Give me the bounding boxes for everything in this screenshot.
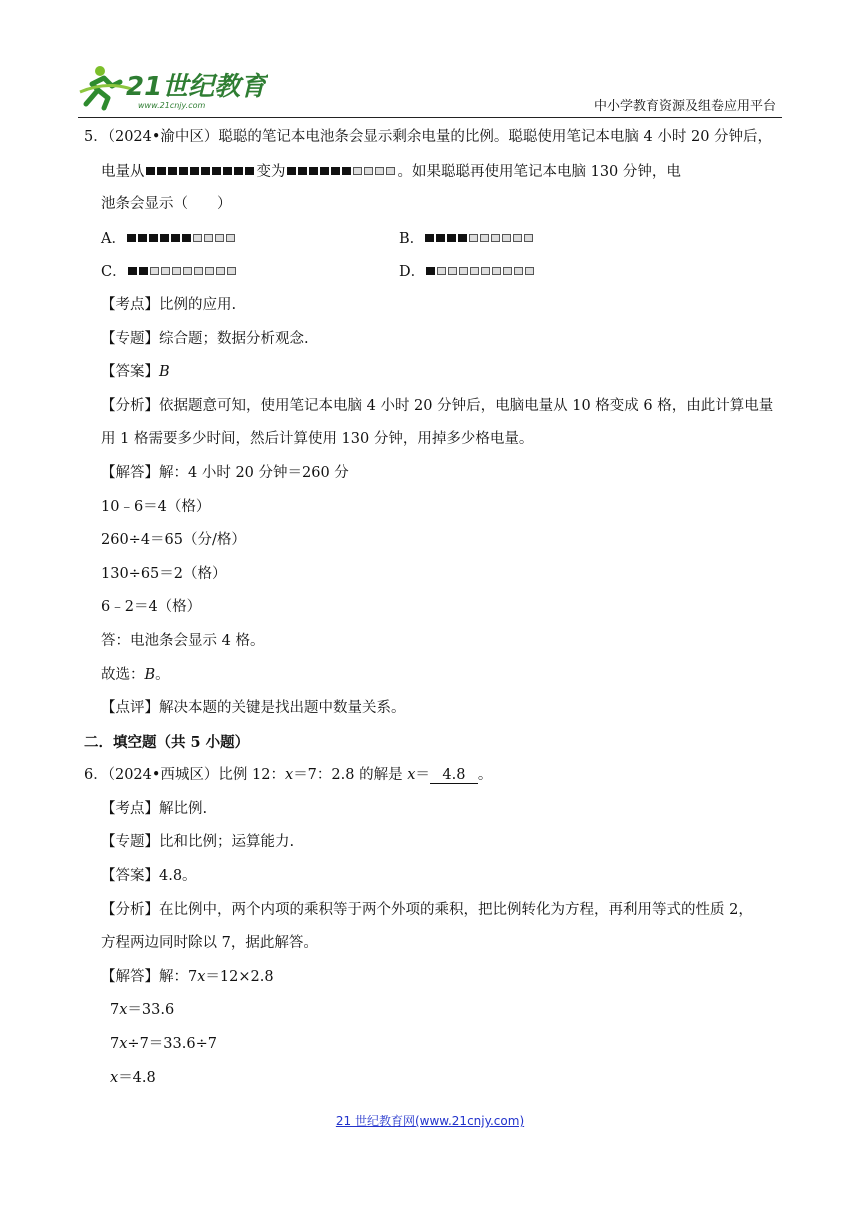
- battery-cell-empty: [205, 267, 214, 275]
- q5-choice: 故选：B。: [101, 666, 170, 683]
- battery-cell-full: [171, 234, 180, 242]
- battery-cell-empty: [183, 267, 192, 275]
- battery-cell-full: [298, 167, 307, 175]
- battery-cell-empty: [227, 267, 236, 275]
- battery-cell-full: [149, 234, 158, 242]
- q5-step: 130÷65＝2（格）: [101, 565, 227, 582]
- q5-options-row1: [84, 222, 784, 256]
- battery-cell-empty: [491, 234, 500, 242]
- battery-cell-empty: [525, 267, 534, 275]
- battery-cell-empty: [480, 234, 489, 242]
- svg-text:21世纪教育: 21世纪教育: [126, 72, 267, 102]
- q6-answer: 【答案】4.8。: [101, 868, 197, 885]
- q6-stem: 6．（2024•西城区）比例 12：x＝7：2.8 的解是 x＝ 4.8 。: [84, 767, 493, 784]
- q6-zhuanti: 【专题】比和比例；运算能力.: [101, 834, 295, 851]
- q5-analysis-line2: 用 1 格需要多少时间，然后计算使用 130 分钟，用掉多少格电量。: [101, 431, 534, 448]
- header-rule: [78, 117, 782, 118]
- battery-cell-full: [436, 234, 445, 242]
- battery-cell-full: [223, 167, 232, 175]
- footer-link[interactable]: 21 世纪教育网(www.21cnjy.com): [335, 1114, 525, 1128]
- battery-cell-full: [139, 267, 148, 275]
- battery-cell-full: [127, 234, 136, 242]
- battery-option-a-icon: [127, 222, 237, 256]
- q5-answer: 【答案】B: [101, 364, 170, 381]
- q6-step: 7x＝33.6: [110, 1002, 175, 1019]
- q5-analysis-line1: 【分析】依据题意可知，使用笔记本电脑 4 小时 20 分钟后，电脑电量从 10 格变成 6 格，由此计算电量: [101, 397, 774, 414]
- battery-cell-empty: [215, 234, 224, 242]
- svg-text:www.21cnjy.com: www.21cnjy.com: [138, 101, 206, 110]
- page-header: [78, 62, 782, 117]
- battery-cell-empty: [150, 267, 159, 275]
- battery-cell-full: [128, 267, 137, 275]
- option-b: B．: [399, 222, 536, 256]
- q6-analysis-line2: 方程两边同时除以 7，据此解答。: [101, 935, 318, 952]
- battery-cell-full: [160, 234, 169, 242]
- battery-cell-empty: [513, 234, 522, 242]
- battery-cell-full: [138, 234, 147, 242]
- battery-cell-full: [342, 167, 351, 175]
- battery-cell-empty: [386, 167, 395, 175]
- platform-name: 中小学教育资源及组卷应用平台: [593, 99, 776, 114]
- battery-before-icon: [146, 155, 256, 189]
- battery-cell-empty: [353, 167, 362, 175]
- battery-cell-empty: [514, 267, 523, 275]
- q6-step: 7x÷7＝33.6÷7: [110, 1036, 217, 1053]
- q5-step: 260÷4＝65（分/格）: [101, 532, 246, 549]
- q5-options-row2: [84, 255, 784, 289]
- q5-kaodian: 【考点】比例的应用.: [101, 296, 237, 313]
- option-c: C．: [101, 255, 239, 289]
- battery-cell-full: [309, 167, 318, 175]
- battery-cell-full: [182, 234, 191, 242]
- battery-cell-full: [458, 234, 467, 242]
- section-title: 二．填空题（共 5 小题）: [84, 733, 250, 751]
- battery-cell-empty: [204, 234, 213, 242]
- battery-cell-empty: [226, 234, 235, 242]
- battery-cell-empty: [193, 234, 202, 242]
- battery-cell-empty: [469, 234, 478, 242]
- battery-cell-empty: [437, 267, 446, 275]
- battery-cell-empty: [492, 267, 501, 275]
- battery-option-d-icon: [426, 255, 536, 289]
- battery-cell-full: [245, 167, 254, 175]
- battery-cell-full: [426, 267, 435, 275]
- battery-cell-empty: [481, 267, 490, 275]
- battery-cell-full: [168, 167, 177, 175]
- battery-cell-empty: [503, 267, 512, 275]
- battery-cell-empty: [172, 267, 181, 275]
- battery-cell-full: [447, 234, 456, 242]
- q5-stem-line3: 池条会显示（ ）: [101, 196, 232, 213]
- q5-stem-line2: 电量从 变为 。如果聪聪再使用笔记本电脑 130 分钟，电: [84, 155, 784, 189]
- battery-cell-empty: [448, 267, 457, 275]
- page-footer: [0, 1112, 860, 1129]
- battery-cell-full: [425, 234, 434, 242]
- q5-solution: 【解答】解：4 小时 20 分钟＝260 分: [101, 464, 349, 481]
- battery-cell-empty: [470, 267, 479, 275]
- battery-cell-full: [212, 167, 221, 175]
- q6-kaodian: 【考点】解比例.: [101, 800, 208, 817]
- battery-cell-full: [331, 167, 340, 175]
- battery-cell-empty: [161, 267, 170, 275]
- q5-step: 6﹣2＝4（格）: [101, 599, 202, 616]
- battery-cell-full: [320, 167, 329, 175]
- q5-zhuanti: 【专题】综合题；数据分析观念.: [101, 330, 309, 347]
- battery-cell-empty: [459, 267, 468, 275]
- q5-final-answer: 答：电池条会显示 4 格。: [101, 632, 265, 649]
- battery-cell-empty: [524, 234, 533, 242]
- option-a: A．: [101, 222, 238, 256]
- battery-cell-empty: [216, 267, 225, 275]
- battery-option-c-icon: [128, 255, 238, 289]
- battery-cell-full: [157, 167, 166, 175]
- q5-comment: 【点评】解决本题的关键是找出题中数量关系。: [101, 700, 406, 717]
- battery-cell-full: [190, 167, 199, 175]
- battery-cell-empty: [502, 234, 511, 242]
- q5-step: 10﹣6＝4（格）: [101, 498, 211, 515]
- battery-after-icon: [287, 155, 397, 189]
- q6-answer-blank: 4.8: [430, 767, 478, 784]
- battery-cell-full: [146, 167, 155, 175]
- q6-solution: 【解答】解：7x＝12×2.8: [101, 968, 274, 985]
- document-body: [84, 121, 784, 1095]
- battery-cell-full: [287, 167, 296, 175]
- option-d: D．: [399, 255, 537, 289]
- battery-cell-empty: [364, 167, 373, 175]
- battery-cell-full: [201, 167, 210, 175]
- q6-step: x＝4.8: [110, 1069, 156, 1086]
- logo-21cnjy: [78, 62, 268, 112]
- q6-analysis-line1: 【分析】在比例中，两个内项的乘积等于两个外项的乘积，把比例转化为方程，再利用等式的性质 2，: [101, 901, 753, 918]
- battery-cell-empty: [194, 267, 203, 275]
- battery-option-b-icon: [425, 222, 535, 256]
- battery-cell-full: [179, 167, 188, 175]
- q5-stem-line1: 5．（2024•渝中区）聪聪的笔记本电池条会显示剩余电量的比例。聪聪使用笔记本电脑 4 小时 20 分钟后，: [84, 129, 773, 145]
- battery-cell-empty: [375, 167, 384, 175]
- battery-cell-full: [234, 167, 243, 175]
